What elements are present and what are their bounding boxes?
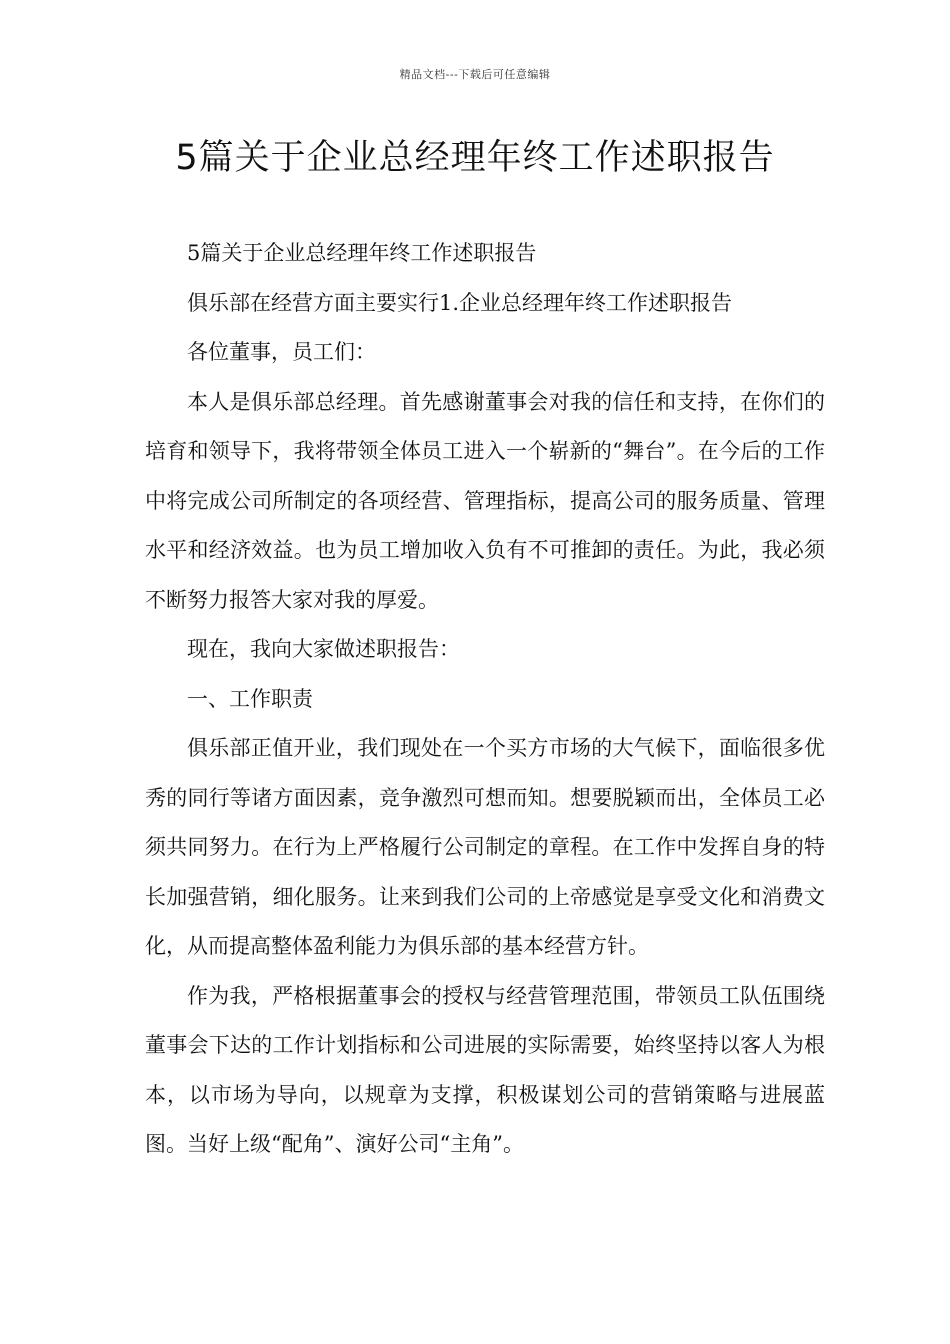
paragraph-intro: 俱乐部在经营方面主要实行1.企业总经理年终工作述职报告 <box>187 290 733 315</box>
document-title: 5篇关于企业总经理年终工作述职报告 <box>175 138 775 178</box>
header-note: 精品文档---下载后可任意编辑 <box>399 68 551 81</box>
paragraph-duties: 俱乐部正值开业，我们现处在一个买方市场的大气候下，面临很多优秀的同行等诸方面因素，竞争激烈可想而知。想要脱颖而出，全体员工必须共同努力。在行为上严格履行公司制定的章程。在工作中发挥自身的特长加强营销，细化服务。让来到我们公司的上帝感觉是享受文化和消费文化，从而提高整体盈利能力为俱乐部的基本经营方针。 <box>145 736 825 958</box>
section-heading-duties: 一、工作职责 <box>187 686 313 711</box>
paragraph-salutation: 各位董事，员工们： <box>187 340 376 364</box>
paragraph-role: 作为我，严格根据董事会的授权与经营管理范围，带领员工队伍围绕董事会下达的工作计划指标和公司进展的实际需要，始终坚持以客人为根本，以市场为导向，以规章为支撑，积极谋划公司的营销策略与进展蓝图。当好上级“配角”、演好公司“主角”。 <box>145 983 825 1156</box>
paragraph-subtitle: 5篇关于企业总经理年终工作述职报告 <box>187 241 537 265</box>
paragraph-opening: 本人是俱乐部总经理。首先感谢董事会对我的信任和支持，在你们的培育和领导下，我将带领全体员工进入一个崭新的“舞台”。在今后的工作中将完成公司所制定的各项经营、管理指标，提高公司的服务质量、管理水平和经济效益。也为员工增加收入负有不可推卸的责任。为此，我必须不断努力报答大家对我的厚爱。 <box>145 389 825 612</box>
paragraph-report-intro: 现在，我向大家做述职报告： <box>187 637 460 661</box>
document-body <box>145 229 825 1170</box>
